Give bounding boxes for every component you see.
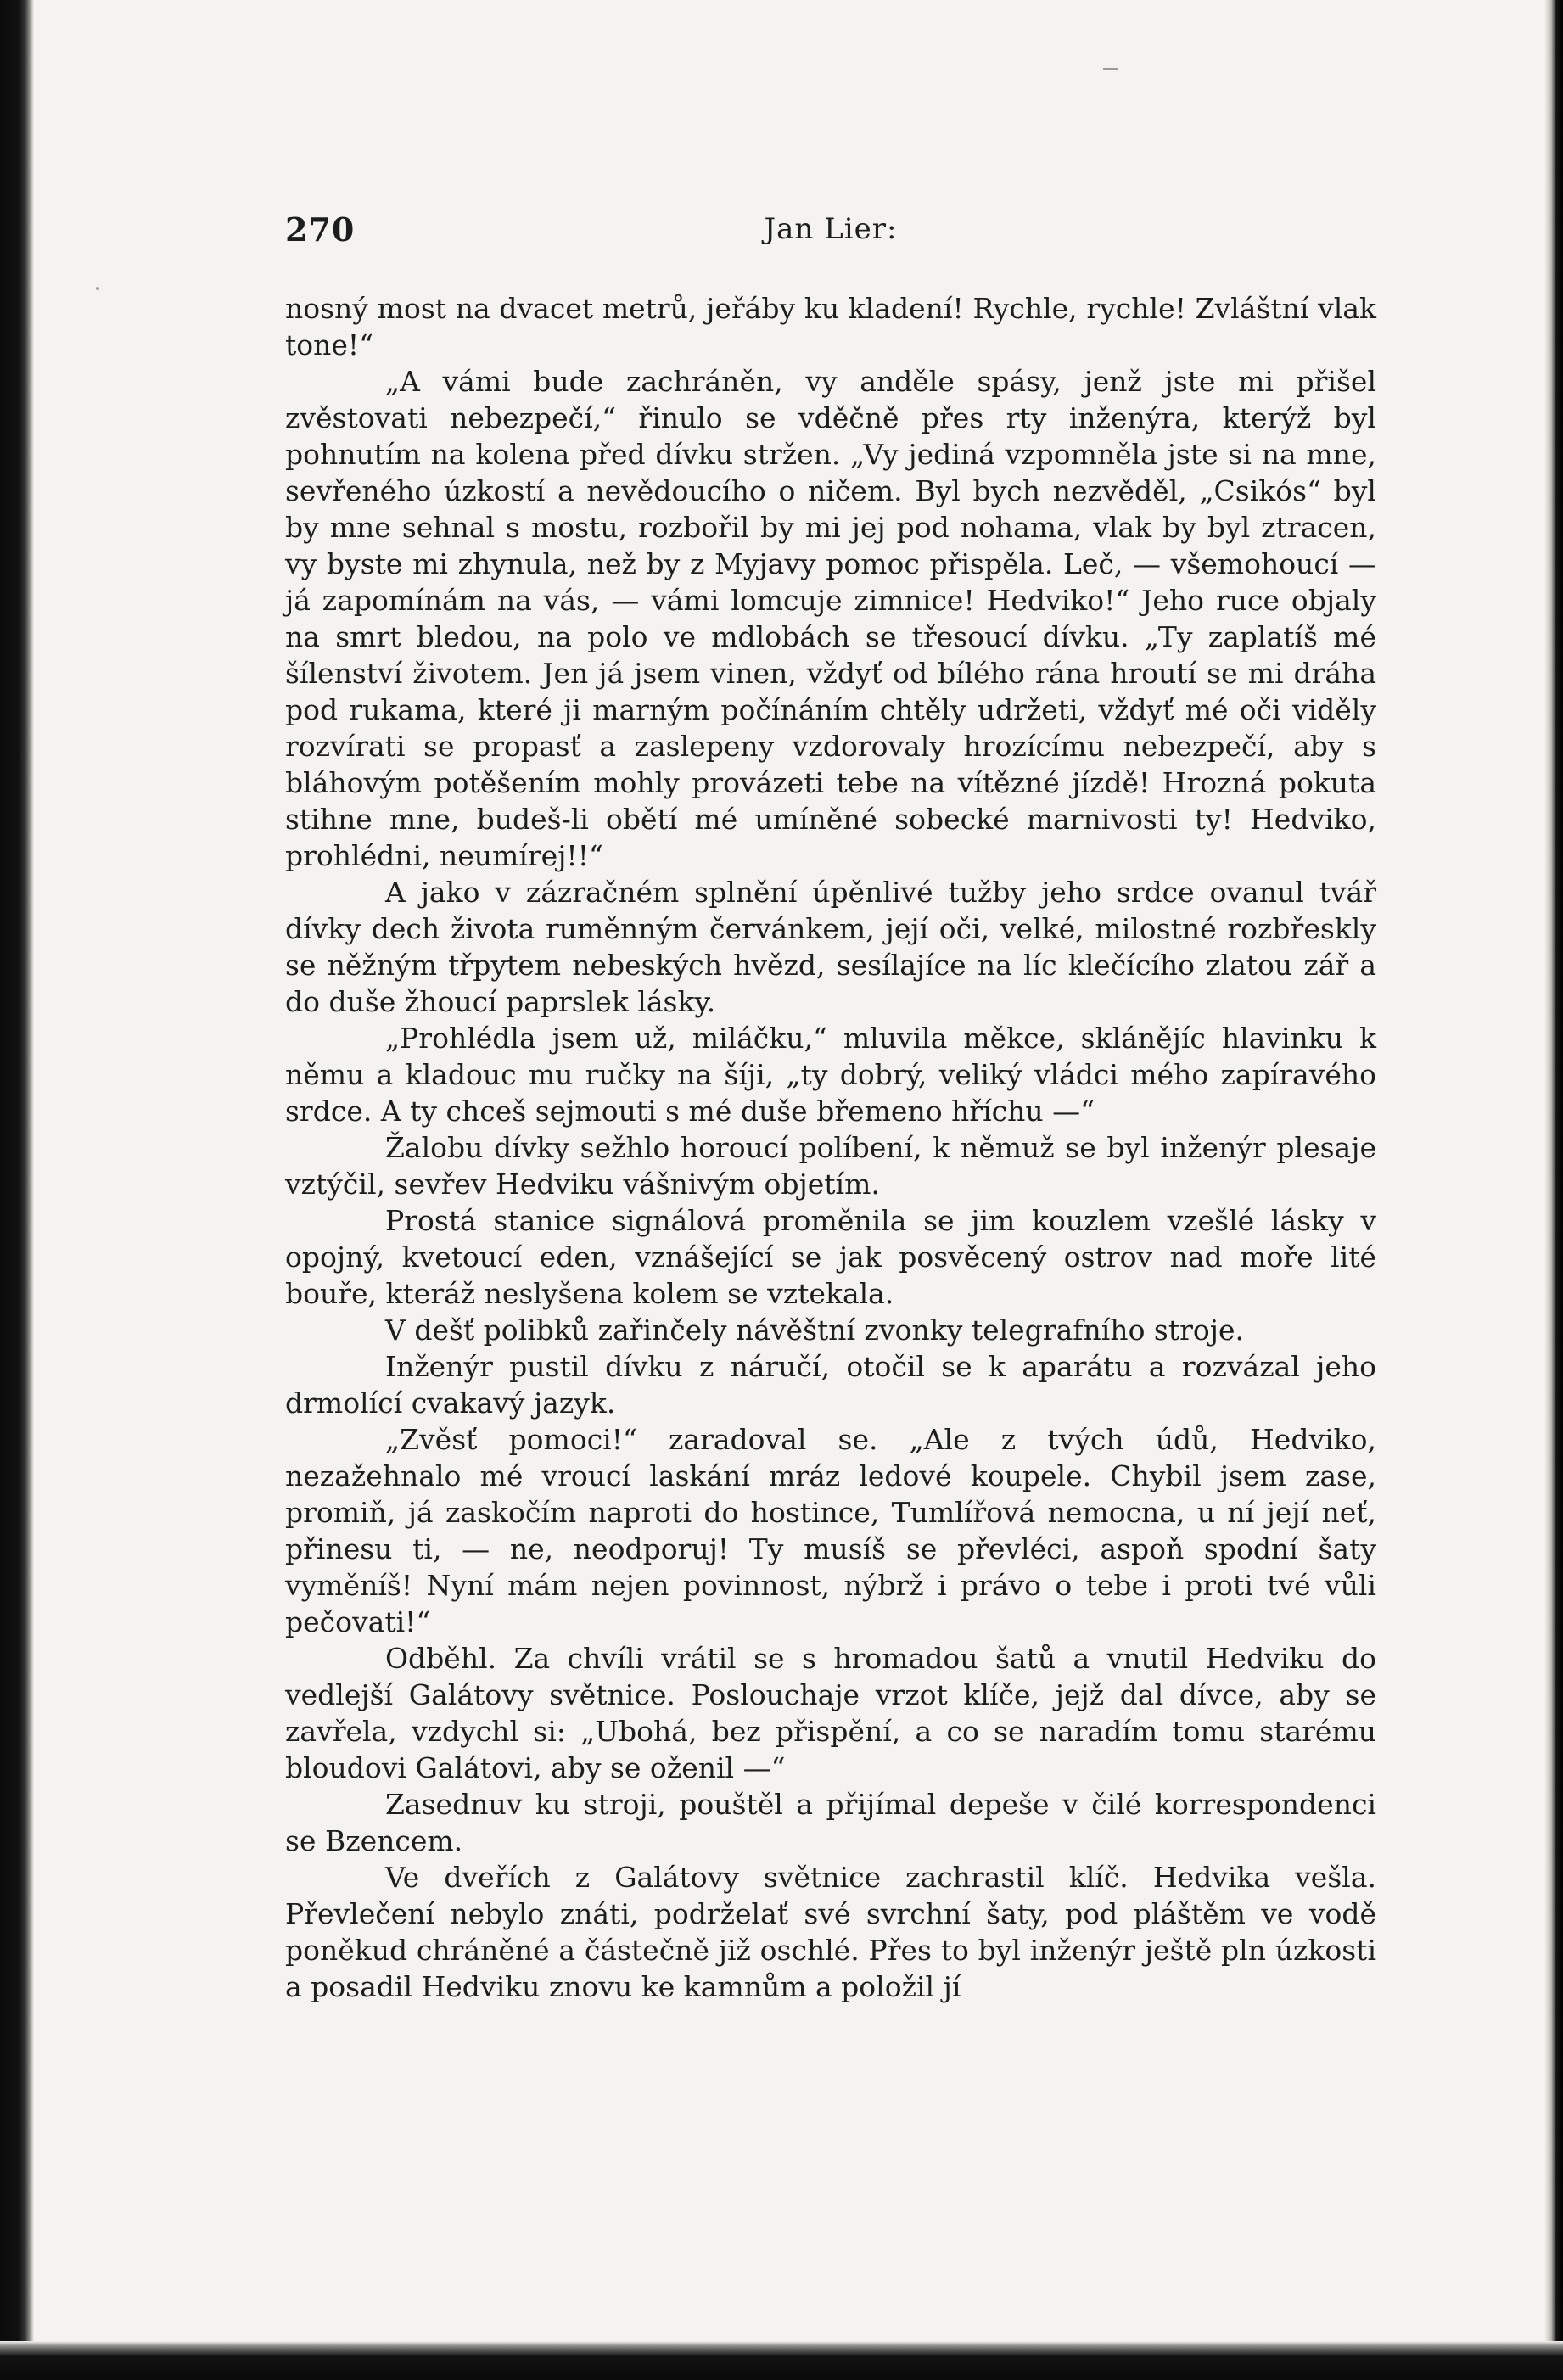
paragraph: „A vámi bude zachráněn, vy anděle spásy, jenž jste mi přišel zvěstovati nebezpečí,“ řinulo se vděčně přes rty inženýra, kterýž byl pohnutím na kolena před dívku stržen. „Vy jediná vzpomněla jste si na mne, sevřeného úzkostí a nevědoucího o ničem. Byl bych nezvěděl, „Csikós“ byl by mne sehnal s mostu, rozbořil by mi jej pod nohama, vlak by byl ztracen, vy byste mi zhynula, než by z Myjavy pomoc přispěla. Leč, — všemohoucí — já zapomínám na vás, — vámi lomcuje zimnice! Hedviko!“ Jeho ruce objaly na smrt bledou, na polo ve mdlobách se třesoucí dívku. „Ty zaplatíš mé šílenství životem. Jen já jsem vinen, vždyť od bílého rána hroutí se mi dráha pod rukama, které ji marným počínáním chtěly udržeti, vždyť mé oči viděly rozvírati se propasť a zaslepeny vzdorovaly hrozícímu nebezpečí, aby s bláhovým potěšením mohly provázeti tebe na vítězné jízdě! Hrozná pokuta stihne mne, budeš-li obětí mé umíněné sobecké marnivosti ty! Hedviko, prohlédni, neumírej!!“ [285, 365, 1376, 872]
paragraph: Zasednuv ku stroji, pouštěl a přijímal depeše v čilé korrespondenci se Bzencem. [285, 1788, 1376, 1857]
bottom-scan-edge [0, 2341, 1563, 2380]
paragraph: Odběhl. Za chvíli vrátil se s hromadou šatů a vnutil Hedviku do vedlejší Galátovy světnice. Poslouchaje vrzot klíče, jejž dal dívce, aby se zavřela, vzdychl si: „Ubohá, bez přispění, a co se naradím tomu starému bloudovi Galátovi, aby se oženil —“ [285, 1642, 1376, 1784]
paragraph: „Zvěsť pomoci!“ zaradoval se. „Ale z tvých údů, Hedviko, nezažehnalo mé vroucí laskání mráz ledové koupele. Chybil jsem zase, promiň, já zaskočím naproti do hostince, Tumlířová nemocna, u ní její neť, přinesu ti, — ne, neodporuj! Ty musíš se převléci, aspoň spodní šaty vyměníš! Nyní mám nejen povinnost, nýbrž i právo o tebe i proti tvé vůli pečovati!“ [285, 1423, 1376, 1638]
running-title: Jan Lier: [764, 212, 898, 246]
paragraph: „Prohlédla jsem už, miláčku,“ mluvila měkce, sklánějíc hlavinku k němu a kladouc mu ručky na šíji, „ty dobrý, veliký vládci mého zapíravého srdce. A ty chceš sejmouti s mé duše břemeno hříchu —“ [285, 1022, 1376, 1128]
left-binding-shadow [0, 0, 34, 2380]
paragraph: nosný most na dvacet metrů, jeřáby ku kladení! Rychle, rychle! Zvláštní vlak tone!“ [285, 292, 1376, 361]
page-number: 270 [285, 210, 356, 249]
scan-speck [96, 287, 99, 290]
paragraph: Prostá stanice signálová proměnila se jim kouzlem vzešlé lásky v opojný, kvetoucí eden, vznášející se jak posvěcený ostrov nad moře lité bouře, kteráž neslyšena kolem se vztekala. [285, 1204, 1376, 1310]
right-page-edge [1544, 0, 1563, 2380]
paragraph: Inženýr pustil dívku z náručí, otočil se k aparátu a rozvázal jeho drmolící cvakavý jazyk. [285, 1350, 1376, 1420]
paragraph: V dešť polibků zařinčely návěštní zvonky telegrafního stroje. [385, 1313, 1245, 1347]
paragraph: A jako v zázračném splnění úpěnlivé tužby jeho srdce ovanul tvář dívky dech života ruměnným červánkem, její oči, velké, milostné rozbřeskly se něžným třpytem nebeských hvězd, sesílajíce na líc klečícího zlatou zář a do duše žhoucí paprslek lásky. [285, 876, 1376, 1018]
scan-speck [1103, 68, 1118, 70]
paragraph: Žalobu dívky sežhlo horoucí políbení, k němuž se byl inženýr plesaje vztýčil, sevřev Hedviku vášnivým objetím. [285, 1131, 1376, 1201]
page-header [285, 210, 1376, 253]
paragraph: Ve dveřích z Galátovy světnice zachrastil klíč. Hedvika vešla. Převlečení nebylo znáti, podrželať své svrchní šaty, pod pláštěm ve vodě poněkud chráněné a částečně již oschlé. Přes to byl inženýr ještě pln úzkosti a posadil Hedviku znovu ke kamnům a položil jí [285, 1861, 1376, 2003]
body-text [285, 290, 1376, 2005]
